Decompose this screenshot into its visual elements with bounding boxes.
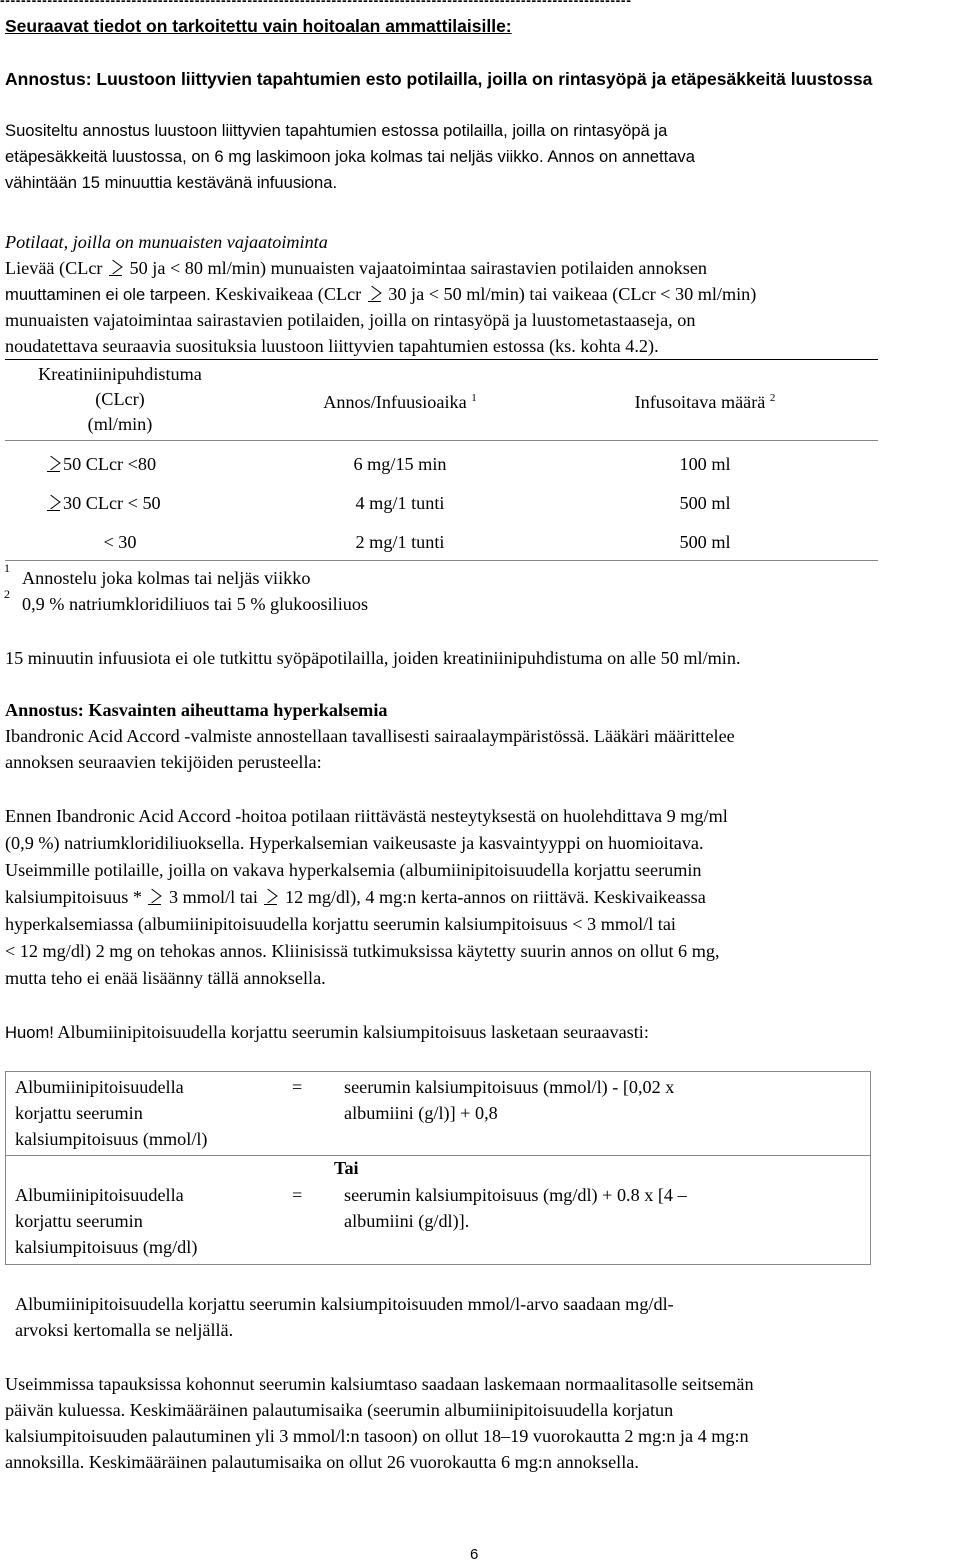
formula-right-1-line-1: seerumin kalsiumpitoisuus (mmol/l) - [0,02 x [344, 1077, 675, 1097]
renal-line-2-mid: Keskivaikeaa (CLcr [215, 284, 362, 304]
section1-heading: Annostus: Luustoon liittyvien tapahtumien esto potilailla, joilla on rintasyöpä ja etäpesäkkeitä luustossa [5, 69, 873, 89]
greater-equal-symbol [147, 889, 162, 905]
table-header-rule [5, 440, 878, 441]
formula-or-label: Tai [334, 1158, 359, 1178]
table-top-rule [5, 359, 878, 360]
page-number: 6 [470, 1546, 479, 1563]
renal-line-2 [5, 281, 955, 308]
section2-intro-2: annoksen seuraavien tekijöiden perusteella: [5, 752, 322, 772]
footnote-1-ref: 1 [4, 561, 10, 575]
greater-equal-symbol [367, 286, 382, 302]
conversion-line-1: Albumiinipitoisuudella korjattu seerumin kalsiumpitoisuuden mmol/l-arvo saadaan mg/dl- [15, 1294, 674, 1314]
section1-line-2: etäpesäkkeitä luustossa, on 6 mg laskimoon joka kolmas tai neljäs viikko. Annos on annettava [5, 147, 695, 166]
table-row-2-dose: 4 mg/1 tunti [355, 493, 445, 513]
header-clcr-line-2: (CLcr) [95, 389, 145, 409]
table-row-2-volume: 500 ml [679, 493, 731, 513]
formula-left-1-line-1: Albumiinipitoisuudella [15, 1077, 184, 1097]
p-line-4-mid: 3 mmol/l tai [169, 887, 258, 907]
renal-line-3: munuaisten vajatoimintaa sairastavien potilaiden, joilla on rintasyöpä ja luustometastaaseja, on [5, 310, 696, 330]
renal-line-2-start: muuttaminen ei ole tarpeen. [5, 285, 211, 304]
section1-line-3: vähintään 15 minuuttia kestävänä infuusiona. [5, 173, 338, 192]
p-line-4-end: 12 mg/dl), 4 mg:n kerta-annos on riittävä. Keskivaikeassa [285, 887, 706, 907]
table-row-1-volume: 100 ml [679, 454, 731, 474]
note-huom: Huom! [5, 1023, 54, 1042]
section2-p-line-5: hyperkalsemiassa (albumiinipitoisuudella korjattu seerumin kalsiumpitoisuus < 3 mmol/l tai [5, 914, 676, 934]
formula-left-2-line-1: Albumiinipitoisuudella [15, 1185, 184, 1205]
header-volume-ref: 2 [769, 391, 776, 404]
header-clcr [5, 362, 235, 437]
section2-p-line-3: Useimmille potilaille, joilla on vakava hyperkalsemia (albumiinipitoisuudella korjattu seerumin [5, 860, 702, 880]
footnote-2-text: 0,9 % natriumkloridiliuos tai 5 % glukoosiliuos [22, 594, 369, 614]
table-row-2-clcr [45, 490, 161, 516]
table-row-3-clcr: < 30 [103, 532, 137, 552]
header-dose-ref: 1 [471, 391, 477, 404]
greater-equal-symbol [46, 495, 61, 511]
section2-heading: Annostus: Kasvainten aiheuttama hyperkalsemia [5, 700, 388, 720]
formula-right-2 [344, 1182, 687, 1234]
conversion-line-2: arvoksi kertomalla se neljällä. [15, 1320, 234, 1340]
renal-subheading: Potilaat, joilla on munuaisten vajaatoiminta [5, 232, 328, 252]
formula-right-1-line-2: albumiini (g/l)] + 0,8 [344, 1103, 498, 1123]
renal-line-4: noudatettava seuraavia suosituksia luustoon liittyvien tapahtumien estossa (ks. kohta 4.2). [5, 336, 659, 356]
renal-line-1-end: 50 ja < 80 ml/min) munuaisten vajaatoimintaa sairastavien potilaiden annoksen [129, 258, 708, 278]
section2-intro-1: Ibandronic Acid Accord -valmiste annostellaan tavallisesti sairaalaympäristössä. Lääkäri määrittelee [5, 726, 735, 746]
table-bottom-rule [5, 560, 878, 561]
formula-right-1 [344, 1074, 674, 1126]
section2-p-line-7: mutta teho ei enää lisäänny tällä annoksella. [5, 968, 326, 988]
formula-left-2-line-2: korjattu seerumin [15, 1211, 143, 1231]
note-line [5, 1019, 955, 1046]
row-2-clcr-text: 30 CLcr < 50 [63, 493, 161, 513]
header-dose-label: Annos/Infuusioaika [323, 392, 467, 412]
closing-line-1: Useimmissa tapauksissa kohonnut seerumin kalsiumtaso saadaan laskemaan normaalitasolle seitsemän [5, 1374, 754, 1394]
infusion-note: 15 minuutin infuusiota ei ole tutkittu syöpäpotilailla, joiden kreatiniinipuhdistuma on alle 50 ml/min. [5, 648, 741, 668]
footnote-2-ref: 2 [4, 587, 10, 601]
section2-p-line-4 [5, 884, 955, 910]
professional-info-heading: Seuraavat tiedot on tarkoitettu vain hoitoalan ammattilaisille: [5, 16, 512, 36]
closing-line-4: annoksilla. Keskimääräinen palautumisaika on ollut 26 vuorokautta 6 mg:n annoksella. [5, 1452, 639, 1472]
formula-right-2-line-1: seerumin kalsiumpitoisuus (mg/dl) + 0.8 x [4 – [344, 1185, 687, 1205]
renal-line-2-end: 30 ja < 50 ml/min) tai vaikeaa (CLcr < 30 ml/min) [388, 284, 757, 304]
formula-equals-1: = [292, 1077, 303, 1097]
header-clcr-line-3: (ml/min) [87, 414, 153, 434]
header-volume [590, 389, 820, 415]
greater-equal-symbol [263, 889, 278, 905]
formula-left-1-line-3: kalsiumpitoisuus (mmol/l) [15, 1129, 208, 1149]
closing-line-3: kalsiumpitoisuuden palautuminen yli 3 mmol/l:n tasoon) on ollut 18–19 vuorokautta 2 mg:n ja 4 mg:n [5, 1426, 749, 1446]
closing-line-2: päivän kuluessa. Keskimääräinen palautumisaika (seerumin albumiinipitoisuudella korjatun [5, 1400, 674, 1420]
table-row-1-dose: 6 mg/15 min [353, 454, 447, 474]
footnote-1-text: Annostelu joka kolmas tai neljäs viikko [22, 568, 311, 588]
header-clcr-line-1: Kreatiniinipuhdistuma [38, 364, 202, 384]
renal-line-1 [5, 255, 955, 281]
header-dose [270, 389, 530, 415]
formula-box-divider [5, 1155, 871, 1156]
formula-equals-2: = [292, 1185, 303, 1205]
greater-equal-symbol [46, 456, 61, 472]
greater-equal-symbol [108, 260, 123, 276]
formula-left-1 [15, 1074, 208, 1152]
formula-right-2-line-2: albumiini (g/dl)]. [344, 1211, 470, 1231]
table-row-3-volume: 500 ml [679, 532, 731, 552]
renal-line-1-start: Lievää (CLcr [5, 258, 103, 278]
top-dashed-rule: ------------------------------------------------------------------------------------------------------------------------ [0, 0, 632, 8]
section1-line-1: Suositeltu annostus luustoon liittyvien tapahtumien estossa potilailla, joilla on rintasyöpä ja [5, 121, 668, 140]
section2-p-line-6: < 12 mg/dl) 2 mg on tehokas annos. Kliinisissä tutkimuksissa käytetty suurin annos on ollut 6 mg, [5, 941, 720, 961]
row-1-clcr-text: 50 CLcr <80 [63, 454, 157, 474]
table-row-1-clcr [45, 451, 156, 477]
note-text: Albumiinipitoisuudella korjattu seerumin kalsiumpitoisuus lasketaan seuraavasti: [57, 1022, 649, 1042]
formula-left-1-line-2: korjattu seerumin [15, 1103, 143, 1123]
section2-p-line-1: Ennen Ibandronic Acid Accord -hoitoa potilaan riittävästä nesteytyksestä on huolehdittava 9 mg/ml [5, 806, 728, 826]
table-row-3-dose: 2 mg/1 tunti [355, 532, 445, 552]
header-volume-label: Infusoitava määrä [634, 392, 766, 412]
formula-left-2 [15, 1182, 197, 1260]
p-line-4-start: kalsiumpitoisuus * [5, 887, 142, 907]
section2-p-line-2: (0,9 %) natriumkloridiliuoksella. Hyperkalsemian vaikeusaste ja kasvaintyyppi on huomioitava. [5, 833, 704, 853]
formula-left-2-line-3: kalsiumpitoisuus (mg/dl) [15, 1237, 198, 1257]
